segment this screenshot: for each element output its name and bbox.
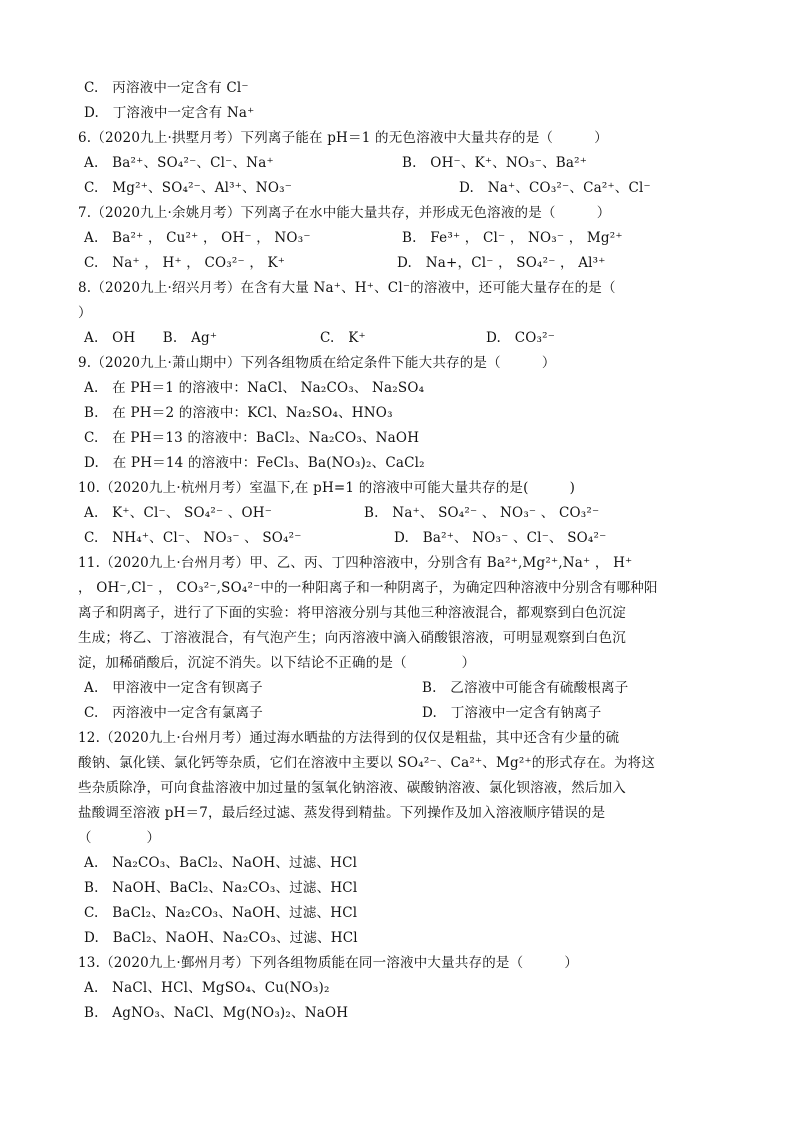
question-8: 8.（2020九上·绍兴月考）在含有大量 Na⁺、H⁺、Cl⁻的溶液中，还可能大量存在的是（ — [78, 280, 616, 296]
question-11-line2: ， OH⁻,Cl⁻ ， CO₃²⁻,SO₄²⁻中的一种阳离子和一种阴离子，为确定四种溶液中分别含有哪种阳 — [78, 580, 658, 596]
q12-option-d: D. BaCl₂、NaOH、Na₂CO₃、过滤、HCl — [84, 930, 358, 946]
q6-option-b: B. OH⁻、K⁺、NO₃⁻、Ba²⁺ — [402, 155, 588, 171]
q12-option-b: B. NaOH、BaCl₂、Na₂CO₃、过滤、HCl — [84, 880, 358, 896]
q10-option-d: D. Ba²⁺、 NO₃⁻ 、Cl⁻、 SO₄²⁻ — [394, 530, 607, 546]
question-12-line5: （ ） — [78, 830, 161, 846]
q7-options-ab — [84, 228, 724, 248]
question-7: 7.（2020九上·余姚月考）下列离子在水中能大量共存，并形成无色溶液的是（ ） — [78, 205, 611, 221]
q8-option-d: D. CO₃²⁻ — [486, 330, 556, 346]
q10-option-c: C. NH₄⁺、Cl⁻、 NO₃⁻ 、 SO₄²⁻ — [84, 530, 302, 546]
q8-option-ab: A. OH B. Ag⁺ — [84, 330, 218, 346]
q11-option-b: B. 乙溶液中可能含有硫酸根离子 — [422, 680, 629, 696]
q10-options-cd — [84, 528, 724, 548]
question-12-line3: 些杂质除净，可向食盐溶液中加过量的氢氧化钠溶液、碳酸钠溶液、氯化钡溶液，然后加入 — [78, 780, 626, 796]
q6-option-c: C. Mg²⁺、SO₄²⁻、Al³⁺、NO₃⁻ — [84, 180, 293, 196]
q11-option-d: D. 丁溶液中一定含有钠离子 — [422, 705, 602, 721]
question-12-line4: 盐酸调至溶液 pH＝7，最后经过滤、蒸发得到精盐。下列操作及加入溶液顺序错误的是 — [78, 805, 606, 821]
q7-option-d: D. Na+，Cl⁻ ， SO₄²⁻ ， Al³⁺ — [397, 255, 606, 271]
question-9: 9.（2020九上·萧山期中）下列各组物质在给定条件下能大共存的是（ ） — [78, 355, 556, 371]
question-8-cont: ） — [78, 305, 92, 321]
q9-option-a: A. 在 PH＝1 的溶液中：NaCl、 Na₂CO₃、 Na₂SO₄ — [84, 380, 425, 396]
q10-option-a: A. K⁺、Cl⁻、 SO₄²⁻ 、OH⁻ — [84, 505, 273, 521]
q11-option-a: A. 甲溶液中一定含有钡离子 — [84, 680, 263, 696]
q10-option-b: B. Na⁺、 SO₄²⁻ 、 NO₃⁻ 、 CO₃²⁻ — [364, 505, 600, 521]
option-d-line: D. 丁溶液中一定含有 Na⁺ — [84, 105, 255, 121]
q7-option-a: A. Ba²⁺ ， Cu²⁺ ， OH⁻ ， NO₃⁻ — [84, 230, 311, 246]
question-10: 10.（2020九上·杭州月考）室温下,在 pH=1 的溶液中可能大量共存的是( ) — [78, 480, 576, 496]
option-c-line: C. 丙溶液中一定含有 Cl⁻ — [84, 80, 249, 96]
question-11-line4: 生成；将乙、丁溶液混合，有气泡产生；向丙溶液中滴入硝酸银溶液，可明显观察到白色沉 — [78, 630, 626, 646]
q8-option-c: C. K⁺ — [320, 330, 366, 346]
q6-option-d: D. Na⁺、CO₃²⁻、Ca²⁺、Cl⁻ — [459, 180, 651, 196]
q10-options-ab — [84, 503, 724, 523]
q6-options-ab — [84, 153, 724, 173]
q6-option-a: A. Ba²⁺、SO₄²⁻、Cl⁻、Na⁺ — [84, 155, 274, 171]
q7-option-c: C. Na⁺ ， H⁺ ， CO₃²⁻ ， K⁺ — [84, 255, 286, 271]
q12-option-c: C. BaCl₂、Na₂CO₃、NaOH、过滤、HCl — [84, 905, 358, 921]
q11-options-ab — [84, 678, 724, 698]
q12-option-a: A. Na₂CO₃、BaCl₂、NaOH、过滤、HCl — [84, 855, 358, 871]
q7-options-cd — [84, 253, 724, 273]
q9-option-c: C. 在 PH＝13 的溶液中：BaCl₂、Na₂CO₃、NaOH — [84, 430, 420, 446]
q9-option-b: B. 在 PH＝2 的溶液中：KCl、Na₂SO₄、HNO₃ — [84, 405, 393, 421]
q8-options — [84, 328, 724, 348]
q11-option-c: C. 丙溶液中一定含有氯离子 — [84, 705, 263, 721]
question-6: 6.（2020九上·拱墅月考）下列离子能在 pH＝1 的无色溶液中大量共存的是（ ） — [78, 130, 608, 146]
question-11-line3: 离子和阴离子，进行了下面的实验：将甲溶液分别与其他三种溶液混合，都观察到白色沉淀 — [78, 605, 626, 621]
question-13: 13.（2020九上·鄞州月考）下列各组物质能在同一溶液中大量共存的是（ ） — [78, 955, 579, 971]
question-11-line5: 淀，加稀硝酸后，沉淀不消失。以下结论不正确的是（ ） — [78, 655, 476, 671]
q13-option-b: B. AgNO₃、NaCl、Mg(NO₃)₂、NaOH — [84, 1005, 349, 1021]
q7-option-b: B. Fe³⁺ ， Cl⁻ ， NO₃⁻ ， Mg²⁺ — [402, 230, 623, 246]
question-12: 12.（2020九上·台州月考）通过海水晒盐的方法得到的仅仅是粗盐，其中还含有少量的硫 — [78, 730, 620, 746]
q13-option-a: A. NaCl、HCl、MgSO₄、Cu(NO₃)₂ — [84, 980, 330, 996]
question-11: 11.（2020九上·台州月考）甲、乙、丙、丁四种溶液中，分别含有 Ba²⁺,Mg²⁺,Na⁺ ， H⁺ — [78, 555, 633, 571]
q9-option-d: D. 在 PH＝14 的溶液中：FeCl₃、Ba(NO₃)₂、CaCl₂ — [84, 455, 425, 471]
q6-options-cd — [84, 178, 724, 198]
q11-options-cd — [84, 703, 724, 723]
question-12-line2: 酸钠、氯化镁、氯化钙等杂质，它们在溶液中主要以 SO₄²⁻、Ca²⁺、Mg²⁺的形式存在。为将这 — [78, 755, 656, 771]
